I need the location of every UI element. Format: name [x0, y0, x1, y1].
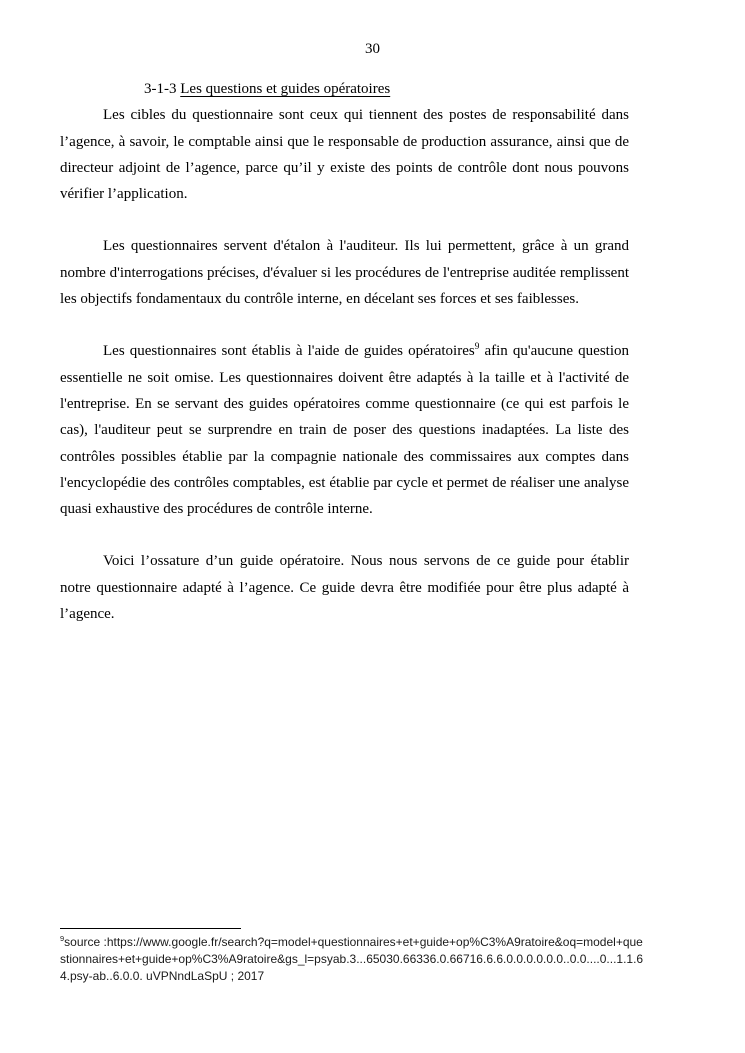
paragraph-2: Les questionnaires servent d'étalon à l'auditeur. Ils lui permettent, grâce à un grand nombre d'interrogations précises, d'évaluer si les procédures de l'entreprise auditée remplissent les objectifs fondamentaux du contrôle interne, en décelant ses forces et ses faiblesses. — [60, 238, 629, 308]
paragraph-3 — [60, 338, 629, 522]
section-heading-title: Les questions et guides opératoires — [180, 81, 391, 97]
section-heading — [144, 76, 629, 102]
footnote-area — [60, 928, 645, 985]
paragraph-1: Les cibles du questionnaire sont ceux qui tiennent des postes de responsabilité dans l’agence, à savoir, le comptable ainsi que le responsable de production assurance, ainsi que de directeur adjoint de l’agence, parce qu’il y existe des points de contrôle dont nous pouvons vérifier l’application. — [60, 107, 629, 203]
footnote-separator — [60, 928, 241, 929]
page-number: 30 — [365, 41, 380, 57]
paragraph-4: Voici l’ossature d’un guide opératoire. Nous nous servons de ce guide pour établir notre questionnaire adapté à l’agence. Ce guide devra être modifiée pour être plus adapté à l’agence. — [60, 553, 629, 623]
footnote-text: source :https://www.google.fr/search?q=model+questionnaires+et+guide+op%C3%A9ratoire&oq=model+questionnaires+et+guide+op%C3%A9ratoire&gs_l=psyab.3...65030.66336.0.66716.6.6.0.0.0.0.0.0..0.0....0...1.1.64.psy-ab..6.0.0. uVPNndLaSpU ; 2017 — [60, 935, 644, 983]
section-heading-number: 3-1-3 — [144, 81, 181, 97]
footnote-marker: 9 — [60, 934, 65, 943]
paragraph-3-text-continued: afin qu'aucune question essentielle ne soit omise. Les questionnaires doivent être adaptés à la taille et à l'activité de l'entreprise. En se servant des guides opératoires comme questionnaire (ce qui est parfois le cas), l'auditeur peut se surprendre en train de poser des questions inadaptées. La liste des contrôles possibles établie par la compagnie nationale des commissaires aux comptes dans l'encyclopédie des contrôles comptables, est établie par cycle et permet de réaliser une analyse quasi exhaustive des procédures de contrôle interne. — [60, 343, 629, 518]
footnote-reference: 9 — [474, 342, 480, 353]
paragraph-3-text: Les questionnaires sont établis à l'aide de guides opératoires — [103, 343, 475, 360]
page-content — [60, 76, 629, 653]
footnote — [60, 934, 645, 985]
